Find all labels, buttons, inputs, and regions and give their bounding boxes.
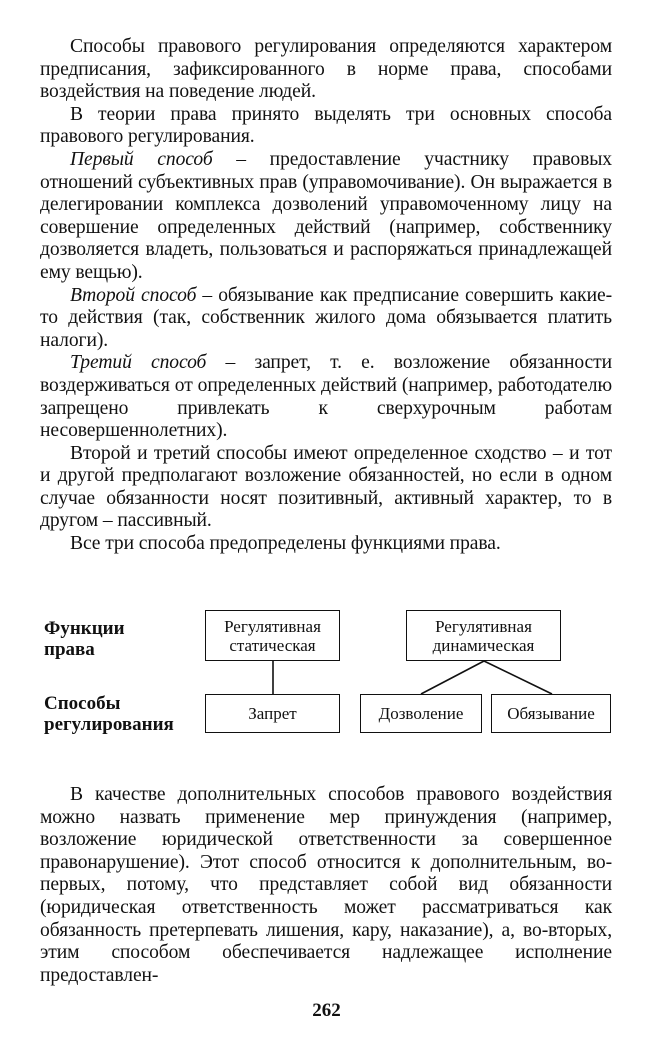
connector-dynamic-permission — [421, 661, 484, 694]
row-label-methods-line1: Способы — [44, 693, 121, 714]
box-permission: Дозволение — [360, 694, 482, 733]
text-block-top — [40, 36, 612, 556]
row-label-functions-line2: права — [44, 639, 95, 660]
box-regulatory-static — [205, 610, 340, 661]
box-regulatory-dynamic — [406, 610, 561, 661]
paragraph-3-term: Первый способ — [70, 148, 213, 170]
paragraph-3-body: – предоставление участнику правовых отношений субъективных прав (управомочивание). Он выражается в делегировании комплекса дозволений управомоченному лицу на совершение определенных действий (например, собственнику дозволяется владеть, пользоваться и распоряжаться принадлежащей ему вещью). — [40, 148, 612, 283]
box-prohibition: Запрет — [205, 694, 340, 733]
paragraph-4-term: Второй способ — [70, 284, 197, 306]
paragraph-1: Способы правового регулирования определяются характером предписания, зафиксированного в норме права, способами воздействия на поведение людей. — [40, 36, 612, 103]
box-regulatory-dynamic-line1: Регулятивная — [435, 616, 532, 636]
paragraph-4 — [40, 285, 612, 353]
paragraph-6: Второй и третий способы имеют определенное сходство – и тот и другой предполагают возложение обязанностей, но если в одном случае обязанности носят позитивный, активный характер, то в другом – пассивный. — [40, 442, 612, 532]
paragraph-3 — [40, 149, 612, 285]
box-regulatory-static-line1: Регулятивная — [224, 616, 321, 636]
paragraph-8: В качестве дополнительных способов правового воздействия можно назвать применение мер принуждения (например, возложение юридической ответственности за совершенное правонарушение). Этот способ относится к дополнительным, во-первых, потому, что представляет собой вид обязанности (юридическая ответственность может рассматриваться как обязанность претерпевать лишения, кару, наказание), а, во-вторых, этим способом обеспечивается надлежащее исполнение предоставлен- — [40, 784, 612, 986]
row-label-functions — [44, 618, 125, 660]
box-regulatory-dynamic-line2: динамическая — [432, 635, 535, 655]
row-label-methods — [44, 693, 174, 735]
row-label-functions-line1: Функции — [44, 618, 125, 639]
paragraph-5-body: – запрет, т. е. возложение обязанности воздерживаться от определенных действий (например, работодателю запрещено привлекать к сверхурочным работам несовершеннолетних). — [40, 352, 612, 442]
row-label-methods-line2: регулирования — [44, 714, 174, 735]
paragraph-2: В теории права принято выделять три основных способа правового регулирования. — [40, 103, 612, 148]
paragraph-5-term: Третий способ — [70, 352, 207, 374]
functions-methods-diagram — [40, 600, 615, 740]
paragraph-7: Все три способа предопределены функциями права. — [70, 533, 501, 555]
text-block-bottom — [40, 784, 612, 987]
paragraph-4-body: – обязывание как предписание совершить какие-то действия (так, собственник жилого дома обязывается платить налоги). — [40, 284, 612, 351]
connector-dynamic-obligation — [484, 661, 552, 694]
page-number: 262 — [312, 1000, 341, 1021]
paragraph-5 — [40, 352, 612, 442]
box-regulatory-static-line2: статическая — [229, 635, 316, 655]
box-obligation: Обязывание — [491, 694, 611, 733]
